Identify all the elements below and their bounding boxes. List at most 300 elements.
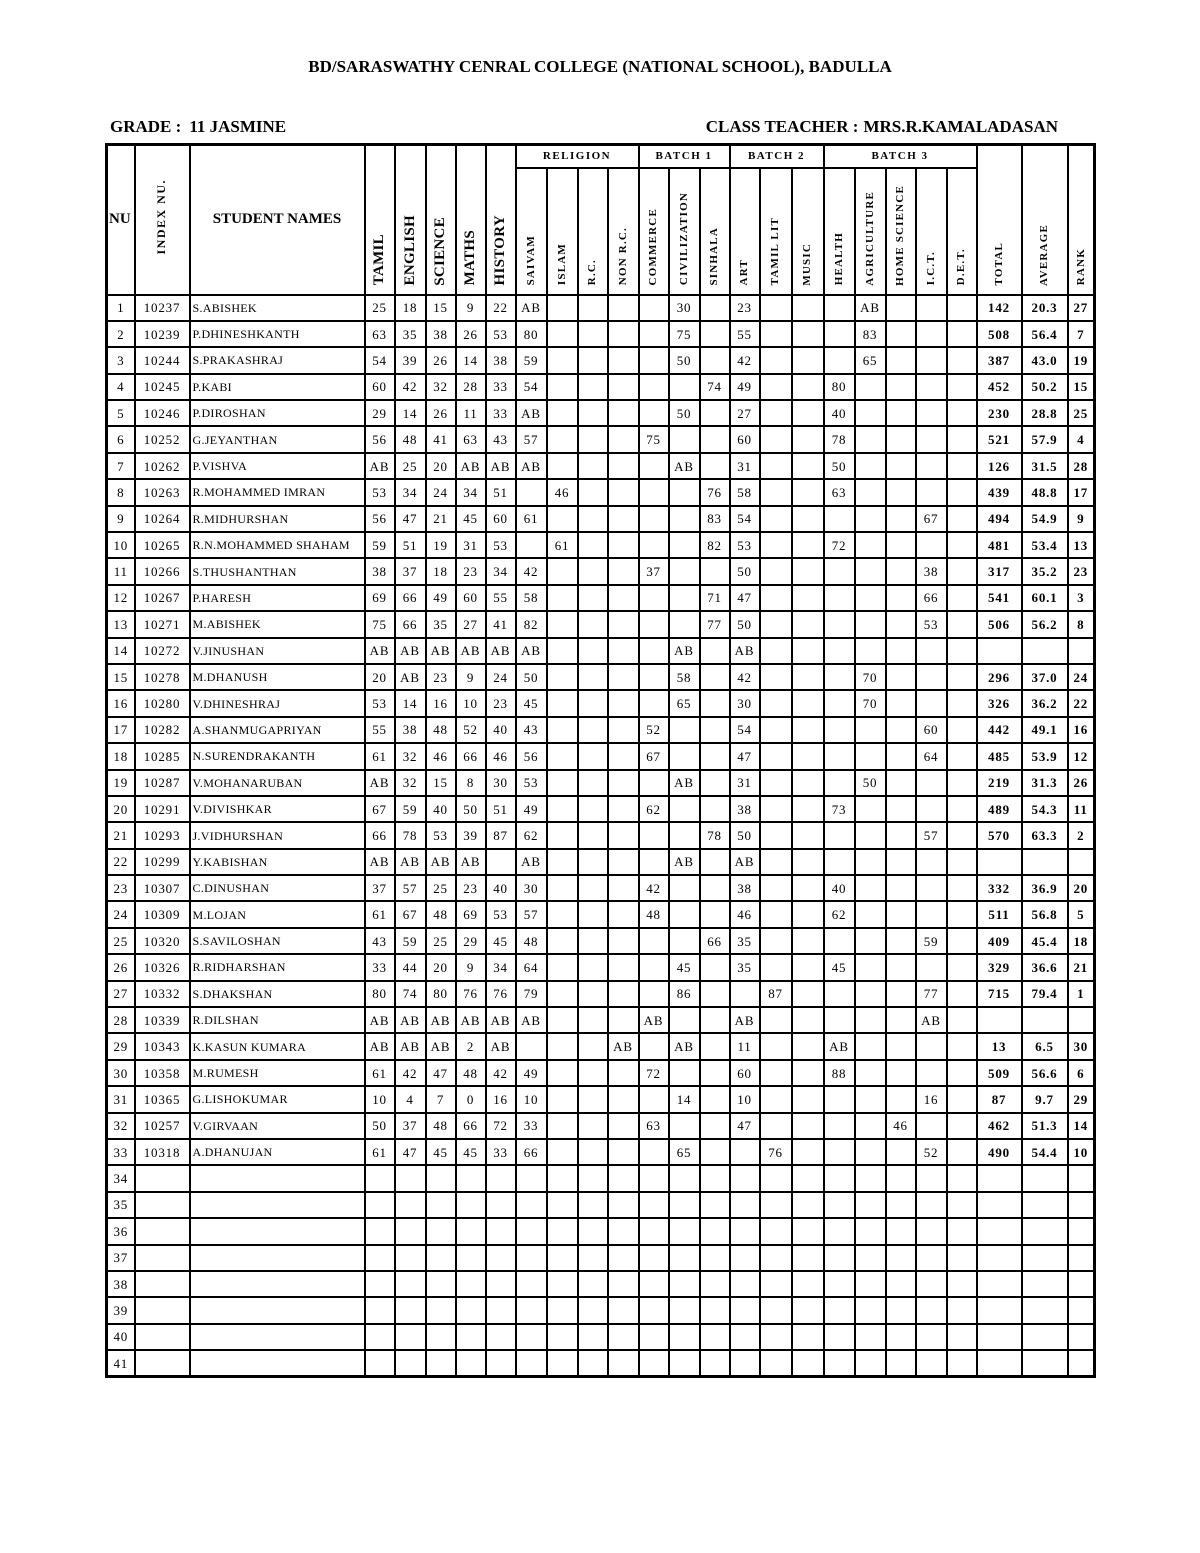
average-cell: 56.2 (1022, 611, 1068, 637)
total-cell (977, 1350, 1022, 1376)
mark-cell-r-c (578, 981, 608, 1007)
mark-cell-agriculture: 70 (855, 690, 886, 716)
mark-cell-commerce: 48 (639, 901, 669, 927)
mark-cell-saivam: 56 (516, 743, 547, 769)
mark-cell-d-e-t (947, 1271, 977, 1297)
mark-cell-islam (547, 426, 578, 452)
mark-cell-islam (547, 295, 578, 321)
mark-cell-civilization (669, 1297, 700, 1323)
mark-cell-d-e-t (947, 1297, 977, 1323)
mark-cell-english: 66 (395, 585, 426, 611)
mark-cell-tamil: 67 (365, 796, 395, 822)
mark-cell-agriculture (855, 1165, 886, 1191)
mark-cell-tamil: 80 (365, 981, 395, 1007)
mark-cell-history (486, 1218, 516, 1244)
mark-cell-science (426, 1218, 456, 1244)
mark-cell-tamil-lit (760, 453, 792, 479)
mark-cell-tamil: 20 (365, 664, 395, 690)
mark-cell-islam (547, 321, 578, 347)
mark-cell-art: 50 (730, 822, 760, 848)
mark-cell-agriculture (855, 426, 886, 452)
mark-cell-non-r-c (608, 611, 639, 637)
mark-cell-commerce: 72 (639, 1060, 669, 1086)
mark-cell-tamil: 75 (365, 611, 395, 637)
student-name-cell (190, 1350, 365, 1376)
mark-cell-i-c-t (916, 295, 947, 321)
mark-cell-agriculture (855, 611, 886, 637)
index-number-cell: 10245 (135, 374, 190, 400)
student-name-cell: N.SURENDRAKANTH (190, 743, 365, 769)
mark-cell-tamil-lit (760, 901, 792, 927)
row-number-cell: 7 (107, 453, 135, 479)
mark-cell-non-r-c (608, 849, 639, 875)
mark-cell-tamil-lit: 87 (760, 981, 792, 1007)
group-header-batch-2: BATCH 2 (730, 145, 824, 168)
mark-cell-d-e-t (947, 1139, 977, 1165)
mark-cell-maths: AB (456, 1007, 486, 1033)
total-cell: 509 (977, 1060, 1022, 1086)
total-cell: 541 (977, 585, 1022, 611)
mark-cell-art: 58 (730, 479, 760, 505)
mark-cell-saivam: AB (516, 1007, 547, 1033)
mark-cell-islam (547, 1165, 578, 1191)
index-number-cell: 10287 (135, 770, 190, 796)
mark-cell-non-r-c (608, 1139, 639, 1165)
mark-cell-d-e-t (947, 1086, 977, 1112)
mark-cell-tamil: 66 (365, 822, 395, 848)
mark-cell-science: 15 (426, 770, 456, 796)
mark-cell-music (792, 1324, 824, 1350)
student-name-cell: G.LISHOKUMAR (190, 1086, 365, 1112)
average-cell (1022, 1192, 1068, 1218)
col-header-islam (547, 168, 578, 295)
average-cell (1022, 1297, 1068, 1323)
mark-cell-tamil-lit (760, 664, 792, 690)
mark-cell-civilization: AB (669, 770, 700, 796)
mark-cell-tamil-lit (760, 770, 792, 796)
mark-cell-art (730, 1324, 760, 1350)
mark-cell-history: 41 (486, 611, 516, 637)
col-header-science (426, 145, 456, 295)
index-number-cell: 10307 (135, 875, 190, 901)
average-cell: 53.9 (1022, 743, 1068, 769)
mark-cell-r-c (578, 796, 608, 822)
mark-cell-science: 19 (426, 532, 456, 558)
row-number-cell: 15 (107, 664, 135, 690)
mark-cell-tamil-lit (760, 796, 792, 822)
mark-cell-maths: 39 (456, 822, 486, 848)
table-row (107, 479, 1095, 505)
col-header-maths-label: MATHS (462, 230, 479, 286)
mark-cell-tamil-lit: 76 (760, 1139, 792, 1165)
col-header-civilization-label: CIVILIZATION (677, 192, 690, 286)
rank-cell (1068, 1297, 1095, 1323)
mark-cell-music (792, 1245, 824, 1271)
mark-cell-saivam: 57 (516, 901, 547, 927)
mark-cell-commerce (639, 954, 669, 980)
mark-cell-science: 21 (426, 506, 456, 532)
mark-cell-civilization (669, 585, 700, 611)
mark-cell-d-e-t (947, 1007, 977, 1033)
mark-cell-health (824, 1245, 855, 1271)
mark-cell-history: 76 (486, 981, 516, 1007)
col-header-det-label: D.E.T. (955, 248, 968, 286)
rank-cell: 21 (1068, 954, 1095, 980)
col-header-music (792, 168, 824, 295)
mark-cell-english: 25 (395, 453, 426, 479)
mark-cell-music (792, 1218, 824, 1244)
row-number-cell: 3 (107, 347, 135, 373)
mark-cell-r-c (578, 954, 608, 980)
mark-cell-islam (547, 1218, 578, 1244)
mark-cell-history: 30 (486, 770, 516, 796)
mark-cell-sinhala: 83 (700, 506, 730, 532)
mark-cell-history: 51 (486, 796, 516, 822)
mark-cell-d-e-t (947, 426, 977, 452)
mark-cell-home-science (886, 981, 916, 1007)
student-name-cell: M.RUMESH (190, 1060, 365, 1086)
table-row (107, 875, 1095, 901)
student-name-cell: P.DHINESHKANTH (190, 321, 365, 347)
mark-cell-maths: 14 (456, 347, 486, 373)
mark-cell-sinhala (700, 954, 730, 980)
mark-cell-d-e-t (947, 1350, 977, 1376)
mark-cell-r-c (578, 1271, 608, 1297)
mark-cell-non-r-c (608, 374, 639, 400)
rank-cell: 22 (1068, 690, 1095, 716)
total-cell: 332 (977, 875, 1022, 901)
mark-cell-islam (547, 981, 578, 1007)
mark-cell-music (792, 1033, 824, 1059)
table-header (107, 145, 1095, 295)
mark-cell-agriculture (855, 1007, 886, 1033)
mark-cell-health (824, 849, 855, 875)
mark-cell-english: 37 (395, 558, 426, 584)
mark-cell-english (395, 1165, 426, 1191)
rank-cell: 15 (1068, 374, 1095, 400)
mark-cell-saivam: 30 (516, 875, 547, 901)
average-cell: 43.0 (1022, 347, 1068, 373)
mark-cell-history: AB (486, 1007, 516, 1033)
mark-cell-agriculture (855, 954, 886, 980)
mark-cell-civilization (669, 611, 700, 637)
total-cell: 494 (977, 506, 1022, 532)
mark-cell-saivam: AB (516, 453, 547, 479)
mark-cell-home-science (886, 1033, 916, 1059)
row-number-cell: 31 (107, 1086, 135, 1112)
mark-cell-r-c (578, 321, 608, 347)
mark-cell-non-r-c (608, 770, 639, 796)
mark-cell-art: 27 (730, 400, 760, 426)
mark-cell-science: 53 (426, 822, 456, 848)
total-cell: 409 (977, 928, 1022, 954)
rank-cell: 11 (1068, 796, 1095, 822)
col-header-home-science-label: HOME SCIENCE (894, 184, 907, 286)
mark-cell-maths (456, 1245, 486, 1271)
mark-cell-saivam: AB (516, 400, 547, 426)
mark-cell-islam (547, 1060, 578, 1086)
mark-cell-i-c-t (916, 532, 947, 558)
mark-cell-tamil: 10 (365, 1086, 395, 1112)
total-cell (977, 1271, 1022, 1297)
mark-cell-islam (547, 1192, 578, 1218)
student-name-cell: K.KASUN KUMARA (190, 1033, 365, 1059)
table-row (107, 532, 1095, 558)
mark-cell-i-c-t: 57 (916, 822, 947, 848)
total-cell: 317 (977, 558, 1022, 584)
mark-cell-music (792, 374, 824, 400)
mark-cell-non-r-c (608, 1218, 639, 1244)
mark-cell-science (426, 1297, 456, 1323)
mark-cell-music (792, 717, 824, 743)
table-row (107, 321, 1095, 347)
mark-cell-sinhala (700, 875, 730, 901)
mark-cell-health (824, 558, 855, 584)
mark-cell-art: AB (730, 849, 760, 875)
table-row (107, 1218, 1095, 1244)
mark-cell-civilization: AB (669, 453, 700, 479)
index-number-cell (135, 1324, 190, 1350)
rank-cell (1068, 1324, 1095, 1350)
mark-cell-tamil-lit (760, 690, 792, 716)
mark-cell-islam (547, 1139, 578, 1165)
mark-cell-r-c (578, 295, 608, 321)
col-header-english-label: ENGLISH (401, 215, 418, 286)
mark-cell-tamil: 56 (365, 506, 395, 532)
mark-cell-home-science (886, 849, 916, 875)
row-number-cell: 11 (107, 558, 135, 584)
mark-cell-islam (547, 1297, 578, 1323)
mark-cell-non-r-c (608, 1113, 639, 1139)
mark-cell-home-science (886, 822, 916, 848)
total-cell (977, 1245, 1022, 1271)
mark-cell-maths: 66 (456, 1113, 486, 1139)
table-row (107, 690, 1095, 716)
mark-cell-agriculture: 65 (855, 347, 886, 373)
mark-cell-d-e-t (947, 400, 977, 426)
mark-cell-history: 60 (486, 506, 516, 532)
index-number-cell: 10272 (135, 638, 190, 664)
mark-cell-health (824, 770, 855, 796)
col-header-saivam-label: SAIVAM (524, 235, 537, 286)
mark-cell-agriculture (855, 796, 886, 822)
mark-cell-history (486, 1297, 516, 1323)
group-header-religion: RELIGION (516, 145, 639, 168)
mark-cell-d-e-t (947, 901, 977, 927)
mark-cell-r-c (578, 822, 608, 848)
mark-cell-d-e-t (947, 558, 977, 584)
mark-cell-english: 14 (395, 690, 426, 716)
mark-cell-history: 53 (486, 321, 516, 347)
mark-cell-art: AB (730, 1007, 760, 1033)
rank-cell: 8 (1068, 611, 1095, 637)
mark-cell-civilization (669, 1113, 700, 1139)
index-number-cell: 10246 (135, 400, 190, 426)
rank-cell: 23 (1068, 558, 1095, 584)
mark-cell-i-c-t (916, 954, 947, 980)
mark-cell-science: AB (426, 1033, 456, 1059)
rank-cell: 28 (1068, 453, 1095, 479)
mark-cell-civilization (669, 1007, 700, 1033)
mark-cell-commerce (639, 1218, 669, 1244)
table-row (107, 1297, 1095, 1323)
mark-cell-english: 38 (395, 717, 426, 743)
mark-cell-music (792, 321, 824, 347)
mark-cell-d-e-t (947, 770, 977, 796)
rank-cell (1068, 1350, 1095, 1376)
row-number-cell: 36 (107, 1218, 135, 1244)
mark-cell-i-c-t (916, 426, 947, 452)
rank-cell: 7 (1068, 321, 1095, 347)
mark-cell-home-science (886, 1245, 916, 1271)
mark-cell-agriculture (855, 822, 886, 848)
mark-cell-islam (547, 901, 578, 927)
mark-cell-d-e-t (947, 1192, 977, 1218)
mark-cell-saivam: AB (516, 295, 547, 321)
mark-cell-sinhala (700, 1271, 730, 1297)
table-row (107, 1033, 1095, 1059)
index-number-cell: 10365 (135, 1086, 190, 1112)
rank-cell: 3 (1068, 585, 1095, 611)
mark-cell-i-c-t: 60 (916, 717, 947, 743)
mark-cell-music (792, 400, 824, 426)
mark-cell-health (824, 928, 855, 954)
row-number-cell: 5 (107, 400, 135, 426)
mark-cell-art (730, 1165, 760, 1191)
table-row (107, 664, 1095, 690)
row-number-cell: 12 (107, 585, 135, 611)
mark-cell-civilization (669, 1060, 700, 1086)
mark-cell-r-c (578, 453, 608, 479)
index-number-cell: 10252 (135, 426, 190, 452)
mark-cell-art (730, 1139, 760, 1165)
mark-cell-sinhala (700, 770, 730, 796)
mark-cell-non-r-c (608, 638, 639, 664)
mark-cell-saivam: 43 (516, 717, 547, 743)
mark-cell-history: 22 (486, 295, 516, 321)
mark-cell-r-c (578, 1297, 608, 1323)
row-number-cell: 27 (107, 981, 135, 1007)
student-name-cell (190, 1271, 365, 1297)
row-number-cell: 28 (107, 1007, 135, 1033)
mark-cell-saivam (516, 1245, 547, 1271)
mark-cell-health (824, 1113, 855, 1139)
col-header-agriculture-label: AGRICULTURE (863, 190, 876, 286)
mark-cell-i-c-t (916, 1245, 947, 1271)
mark-cell-maths: AB (456, 849, 486, 875)
mark-cell-i-c-t: 59 (916, 928, 947, 954)
mark-cell-tamil-lit (760, 954, 792, 980)
index-number-cell: 10343 (135, 1033, 190, 1059)
rank-cell: 4 (1068, 426, 1095, 452)
row-number-cell: 16 (107, 690, 135, 716)
total-cell: 296 (977, 664, 1022, 690)
total-cell: 511 (977, 901, 1022, 927)
mark-cell-tamil-lit (760, 1218, 792, 1244)
mark-cell-islam (547, 611, 578, 637)
mark-cell-art: 38 (730, 796, 760, 822)
mark-cell-saivam: 49 (516, 796, 547, 822)
mark-cell-tamil-lit (760, 426, 792, 452)
mark-cell-d-e-t (947, 532, 977, 558)
mark-cell-music (792, 849, 824, 875)
mark-cell-i-c-t: 64 (916, 743, 947, 769)
mark-cell-commerce: 62 (639, 796, 669, 822)
average-cell: 56.4 (1022, 321, 1068, 347)
mark-cell-islam (547, 506, 578, 532)
mark-cell-i-c-t (916, 1350, 947, 1376)
mark-cell-saivam (516, 532, 547, 558)
mark-cell-history: 46 (486, 743, 516, 769)
group-header-batch-3: BATCH 3 (824, 145, 977, 168)
mark-cell-civilization (669, 1165, 700, 1191)
mark-cell-health (824, 981, 855, 1007)
mark-cell-civilization: 86 (669, 981, 700, 1007)
mark-cell-i-c-t (916, 321, 947, 347)
mark-cell-civilization (669, 506, 700, 532)
mark-cell-tamil: 59 (365, 532, 395, 558)
mark-cell-art: 35 (730, 928, 760, 954)
mark-cell-music (792, 822, 824, 848)
table-row (107, 717, 1095, 743)
average-cell: 36.9 (1022, 875, 1068, 901)
mark-cell-r-c (578, 1350, 608, 1376)
index-number-cell: 10239 (135, 321, 190, 347)
mark-cell-non-r-c (608, 506, 639, 532)
group-header-row (107, 145, 1095, 168)
mark-cell-tamil-lit (760, 1350, 792, 1376)
mark-cell-non-r-c (608, 532, 639, 558)
mark-cell-music (792, 690, 824, 716)
mark-cell-tamil (365, 1218, 395, 1244)
mark-cell-commerce (639, 928, 669, 954)
average-cell: 45.4 (1022, 928, 1068, 954)
mark-cell-d-e-t (947, 506, 977, 532)
mark-cell-non-r-c (608, 1060, 639, 1086)
row-number-cell: 41 (107, 1350, 135, 1376)
row-number-cell: 10 (107, 532, 135, 558)
mark-cell-islam (547, 453, 578, 479)
mark-cell-d-e-t (947, 374, 977, 400)
mark-cell-health (824, 1350, 855, 1376)
col-header-commerce (639, 168, 669, 295)
index-number-cell: 10339 (135, 1007, 190, 1033)
student-name-cell: R.DILSHAN (190, 1007, 365, 1033)
mark-cell-health (824, 321, 855, 347)
mark-cell-english: AB (395, 849, 426, 875)
mark-cell-art (730, 1297, 760, 1323)
mark-cell-saivam (516, 1218, 547, 1244)
mark-cell-civilization (669, 374, 700, 400)
mark-cell-home-science (886, 295, 916, 321)
total-cell: 508 (977, 321, 1022, 347)
total-cell: 439 (977, 479, 1022, 505)
mark-cell-music (792, 954, 824, 980)
average-cell: 63.3 (1022, 822, 1068, 848)
mark-cell-d-e-t (947, 796, 977, 822)
mark-cell-tamil (365, 1297, 395, 1323)
mark-cell-civilization: 14 (669, 1086, 700, 1112)
table-row (107, 796, 1095, 822)
total-cell: 87 (977, 1086, 1022, 1112)
rank-cell (1068, 1271, 1095, 1297)
average-cell (1022, 1350, 1068, 1376)
mark-cell-i-c-t (916, 770, 947, 796)
mark-cell-sinhala (700, 347, 730, 373)
mark-cell-art: 50 (730, 558, 760, 584)
rank-cell: 13 (1068, 532, 1095, 558)
mark-cell-d-e-t (947, 1218, 977, 1244)
